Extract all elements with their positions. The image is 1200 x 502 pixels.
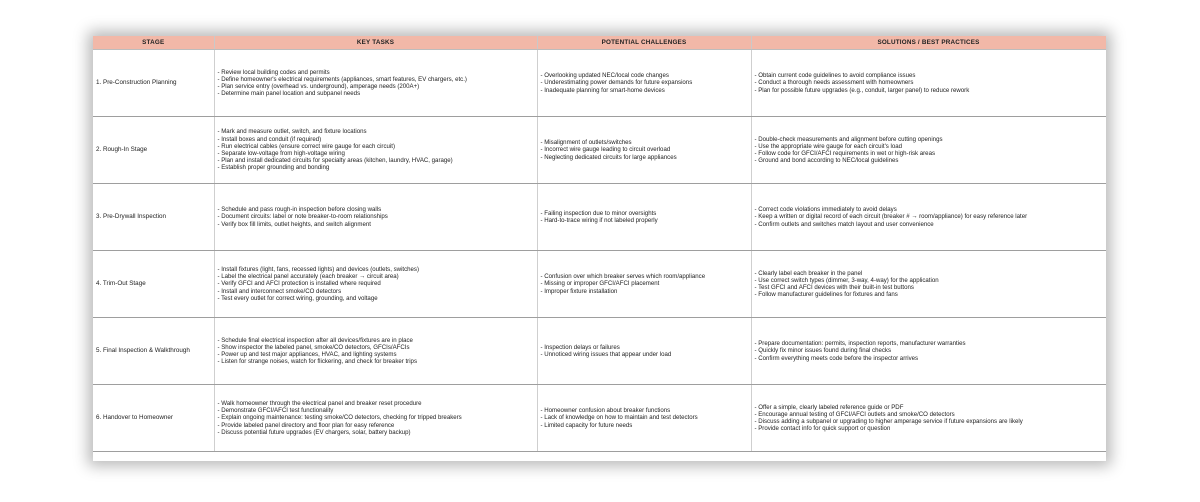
solutions-cell <box>751 251 1106 318</box>
task-line: - Determine main panel location and subpanel needs <box>217 90 361 98</box>
table-row <box>93 50 1106 117</box>
challenge-line: - Confusion over which breaker serves which room/appliance <box>540 273 706 281</box>
task-line: - Power up and test major appliances, HVAC, and lighting systems <box>217 351 397 358</box>
header-stage: STAGE <box>93 36 214 50</box>
challenge-line: - Failing inspection due to minor oversights <box>540 209 657 217</box>
solution-line: - Plan for possible future upgrades (e.g., conduit, larger panel) to reduce rework <box>754 86 970 94</box>
task-line: - Review local building codes and permits <box>217 68 330 76</box>
solution-line: - Use correct switch types (dimmer, 3-way, 4-way) for the application <box>754 276 939 284</box>
stage-cell: 1. Pre-Construction Planning <box>93 50 214 117</box>
header-potential-challenges: POTENTIAL CHALLENGES <box>537 36 751 50</box>
task-line: - Plan and install dedicated circuits for specialty areas (kitchen, laundry, HVAC, garage) <box>217 157 453 165</box>
challenges-cell <box>537 318 751 385</box>
challenge-line: - Unnoticed wiring issues that appear under load <box>540 351 672 358</box>
challenge-line: - Lack of knowledge on how to maintain and test detectors <box>540 414 698 422</box>
challenge-line: - Hard-to-trace wiring if not labeled properly <box>540 217 658 224</box>
challenge-line: - Overlooking updated NEC/local code changes <box>540 72 669 80</box>
table-row <box>93 184 1106 251</box>
challenge-line: - Inadequate planning for smart-home devices <box>540 86 665 94</box>
solution-line: - Prepare documentation: permits, inspection reports, manufacturer warranties <box>754 340 966 348</box>
task-line: - Separate low-voltage from high-voltage wiring <box>217 150 345 157</box>
stage-cell: 4. Trim-Out Stage <box>93 251 214 318</box>
task-line: - Define homeowner's electrical requirements (appliances, smart features, EV chargers, etc.) <box>217 75 467 83</box>
solution-line: - Follow manufacturer guidelines for fixtures and fans <box>754 291 898 299</box>
key-tasks-cell <box>214 251 537 318</box>
task-line: - Demonstrate GFCI/AFCI test functionality <box>217 407 334 415</box>
stage-cell: 3. Pre-Drywall Inspection <box>93 184 214 251</box>
header-key-tasks: KEY TASKS <box>214 36 537 50</box>
spreadsheet-image <box>93 36 1106 461</box>
task-line: - Schedule final electrical inspection after all devices/fixtures are in place <box>217 336 413 344</box>
challenge-line: - Inspection delays or failures <box>540 343 620 351</box>
table-row <box>93 385 1106 452</box>
task-line: - Install and interconnect smoke/CO detectors <box>217 287 342 295</box>
task-line: - Show inspector the labeled panel, smoke/CO detectors, GFCIs/AFCIs <box>217 343 410 351</box>
solution-line: - Use the appropriate wire gauge for each circuit's load <box>754 142 902 150</box>
stage-cell: 2. Rough-In Stage <box>93 117 214 184</box>
task-line: - Listen for strange noises, watch for flickering, and check for breaker trips <box>217 358 417 366</box>
header-solutions: SOLUTIONS / BEST PRACTICES <box>751 36 1106 50</box>
task-line: - Explain ongoing maintenance: testing smoke/CO detectors, checking for tripped breakers <box>217 414 462 422</box>
electrical-stages-table <box>93 36 1106 452</box>
solution-line: - Offer a simple, clearly labeled reference guide or PDF <box>754 403 904 411</box>
stage-cell: 5. Final Inspection & Walkthrough <box>93 318 214 385</box>
challenges-cell <box>537 251 751 318</box>
solution-line: - Follow code for GFCI/AFCI requirements in wet or high-risk areas <box>754 150 936 157</box>
stage-cell: 6. Handover to Homeowner <box>93 385 214 452</box>
challenge-line: - Neglecting dedicated circuits for large appliances <box>540 153 677 161</box>
solutions-cell <box>751 117 1106 184</box>
task-line: - Run electrical cables (ensure correct wire gauge for each circuit) <box>217 142 395 150</box>
table-body <box>93 50 1106 452</box>
key-tasks-cell <box>214 50 537 117</box>
table-row <box>93 251 1106 318</box>
key-tasks-cell <box>214 318 537 385</box>
task-line: - Test every outlet for correct wiring, grounding, and voltage <box>217 294 378 302</box>
solution-line: - Keep a written or digital record of each circuit (breaker # → room/appliance) for easy reference later <box>754 213 1028 221</box>
solutions-cell <box>751 385 1106 452</box>
solutions-cell <box>751 318 1106 385</box>
solution-line: - Obtain current code guidelines to avoid compliance issues <box>754 72 916 80</box>
solution-line: - Discuss adding a subpanel or upgrading to higher amperage service if future expansions are likely <box>754 418 1023 425</box>
solution-line: - Quickly fix minor issues found during final checks <box>754 347 891 355</box>
task-line: - Walk homeowner through the electrical panel and breaker reset procedure <box>217 399 422 407</box>
task-line: - Discuss potential future upgrades (EV chargers, solar, battery backup) <box>217 428 411 436</box>
solutions-cell <box>751 50 1106 117</box>
challenges-cell <box>537 50 751 117</box>
solution-line: - Provide contact info for quick support or question <box>754 425 891 433</box>
solution-line: - Confirm outlets and switches match layout and user convenience <box>754 220 934 228</box>
solution-line: - Encourage annual testing of GFCI/AFCI outlets and smoke/CO detectors <box>754 410 955 418</box>
challenge-line: - Misalignment of outlets/switches <box>540 139 632 147</box>
solution-line: - Confirm everything meets code before the inspector arrives <box>754 354 919 362</box>
solutions-cell <box>751 184 1106 251</box>
task-line: - Document circuits: label or note breaker-to-room relationships <box>217 213 388 221</box>
solution-line: - Clearly label each breaker in the panel <box>754 269 863 277</box>
challenges-cell <box>537 184 751 251</box>
challenges-cell <box>537 117 751 184</box>
table-row <box>93 117 1106 184</box>
task-line: - Provide labeled panel directory and floor plan for easy reference <box>217 421 395 429</box>
solution-line: - Ground and bond according to NEC/local guidelines <box>754 157 899 165</box>
challenge-line: - Improper fixture installation <box>540 287 618 295</box>
task-line: - Plan service entry (overhead vs. underground), amperage needs (200A+) <box>217 83 420 90</box>
header-row <box>93 36 1106 50</box>
task-line: - Mark and measure outlet, switch, and fixture locations <box>217 128 367 136</box>
challenges-cell <box>537 385 751 452</box>
solution-line: - Double-check measurements and alignment before cutting openings <box>754 135 943 143</box>
solution-line: - Test GFCI and AFCI devices with their built-in test buttons <box>754 284 914 291</box>
task-line: - Label the electrical panel accurately (each breaker → circuit area) <box>217 273 399 281</box>
challenge-line: - Homeowner confusion about breaker functions <box>540 407 671 415</box>
task-line: - Install fixtures (light, fans, recessed lights) and devices (outlets, switches) <box>217 265 420 273</box>
key-tasks-cell <box>214 385 537 452</box>
challenge-line: - Missing or improper GFCI/AFCI placement <box>540 280 660 288</box>
task-line: - Install boxes and conduit (if required) <box>217 135 322 143</box>
task-line: - Establish proper grounding and bonding <box>217 164 330 172</box>
table-row <box>93 318 1106 385</box>
solution-line: - Conduct a thorough needs assessment with homeowners <box>754 79 914 87</box>
task-line: - Verify box fill limits, outlet heights, and switch alignment <box>217 220 371 228</box>
solution-line: - Correct code violations immediately to avoid delays <box>754 206 897 214</box>
challenge-line: - Underestimating power demands for future expansions <box>540 79 693 87</box>
challenge-line: - Incorrect wire gauge leading to circuit overload <box>540 146 671 154</box>
key-tasks-cell <box>214 117 537 184</box>
task-line: - Schedule and pass rough-in inspection before closing walls <box>217 206 382 214</box>
key-tasks-cell <box>214 184 537 251</box>
task-line: - Verify GFCI and AFCI protection is installed where required <box>217 280 381 288</box>
challenge-line: - Limited capacity for future needs <box>540 421 633 429</box>
